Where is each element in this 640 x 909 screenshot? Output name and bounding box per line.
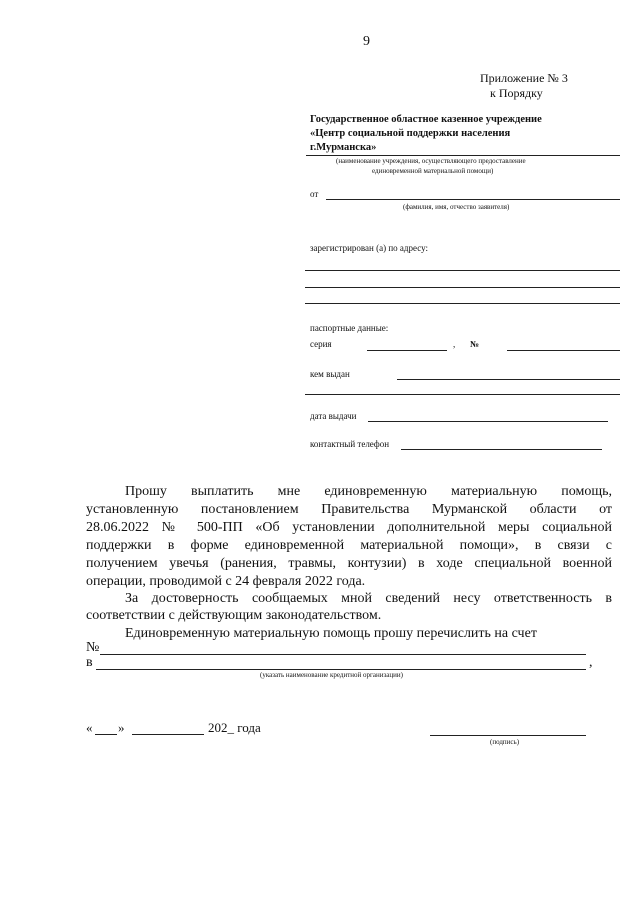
institution-caption1: (наименование учреждения, осуществляющего предоставление xyxy=(336,157,526,165)
body-p2-line1: За достоверность сообщаемых мной сведений несу ответственность в xyxy=(125,591,612,606)
institution-line3: г.Мурманска» xyxy=(310,142,377,153)
institution-underline xyxy=(306,155,620,156)
body-word: Прошу xyxy=(125,484,167,499)
body-word: помощь, xyxy=(561,484,612,499)
body-p1-line6: операции, проводимой с 24 февраля 2022 года. xyxy=(86,574,366,589)
passport-series-field[interactable] xyxy=(367,350,447,351)
passport-series-label: серия xyxy=(310,339,332,349)
body-p3-line1: Единовременную материальную помощь прошу перечислить на счет xyxy=(125,626,537,641)
account-label: № xyxy=(86,640,100,655)
page-number: 9 xyxy=(363,34,370,49)
passport-comma: , xyxy=(453,339,456,349)
body-p1-line5: получением увечья (ранения, травмы, контузии) в ходе специальной военной xyxy=(86,556,612,571)
passport-number-label: № xyxy=(470,339,480,349)
bank-caption: (указать наименование кредитной организации) xyxy=(260,671,403,679)
institution-caption2: единовременной материальной помощи) xyxy=(372,167,494,175)
bank-comma: , xyxy=(589,655,593,670)
signature-caption: (подпись) xyxy=(490,738,520,746)
account-field[interactable] xyxy=(100,654,586,655)
from-field[interactable] xyxy=(326,199,620,200)
body-word: мне xyxy=(277,484,301,499)
appendix-line2: к Порядку xyxy=(490,86,543,100)
body-p1-line2: установленную постановлением Правительства Мурманской области от xyxy=(86,502,612,517)
institution-line1: Государственное областное казенное учреждение xyxy=(310,114,542,125)
from-label: от xyxy=(310,189,319,199)
address-field-2[interactable] xyxy=(305,287,620,288)
address-field-3[interactable] xyxy=(305,303,620,304)
date-open-quote: « xyxy=(86,720,93,735)
signature-field[interactable] xyxy=(430,735,586,736)
issue-date-field[interactable] xyxy=(368,421,608,422)
issued-by-field-2[interactable] xyxy=(305,394,620,395)
passport-number-field[interactable] xyxy=(507,350,620,351)
address-field-1[interactable] xyxy=(305,270,620,271)
from-caption: (фамилия, имя, отчество заявителя) xyxy=(403,203,510,211)
passport-title: паспортные данные: xyxy=(310,323,389,333)
body-word: единовременную xyxy=(324,484,427,499)
address-label: зарегистрирован (а) по адресу: xyxy=(310,243,428,253)
body-word: выплатить xyxy=(191,484,254,499)
body-p1-line4: поддержки в форме единовременной материальной помощи», в связи с xyxy=(86,538,612,553)
bank-label: в xyxy=(86,655,93,670)
date-year: 202_ года xyxy=(208,720,261,735)
issued-by-field[interactable] xyxy=(397,379,620,380)
body-p2-line2: соответствии с действующим законодательством. xyxy=(86,608,382,623)
issue-date-label: дата выдачи xyxy=(310,411,357,421)
body-p1-line3: 28.06.2022 № 500-ПП «Об установлении дополнительной меры социальной xyxy=(86,520,612,535)
phone-label: контактный телефон xyxy=(310,439,390,449)
appendix-line1: Приложение № 3 xyxy=(480,71,568,85)
phone-field[interactable] xyxy=(401,449,602,450)
date-month-field[interactable] xyxy=(132,734,204,735)
date-day-field[interactable] xyxy=(95,734,117,735)
body-p1-line1 xyxy=(125,484,612,500)
bank-field[interactable] xyxy=(96,669,586,670)
issued-by-label: кем выдан xyxy=(310,369,350,379)
institution-line2: «Центр социальной поддержки населения xyxy=(310,128,511,139)
body-word: материальную xyxy=(450,484,538,499)
date-close-quote: » xyxy=(118,720,125,735)
